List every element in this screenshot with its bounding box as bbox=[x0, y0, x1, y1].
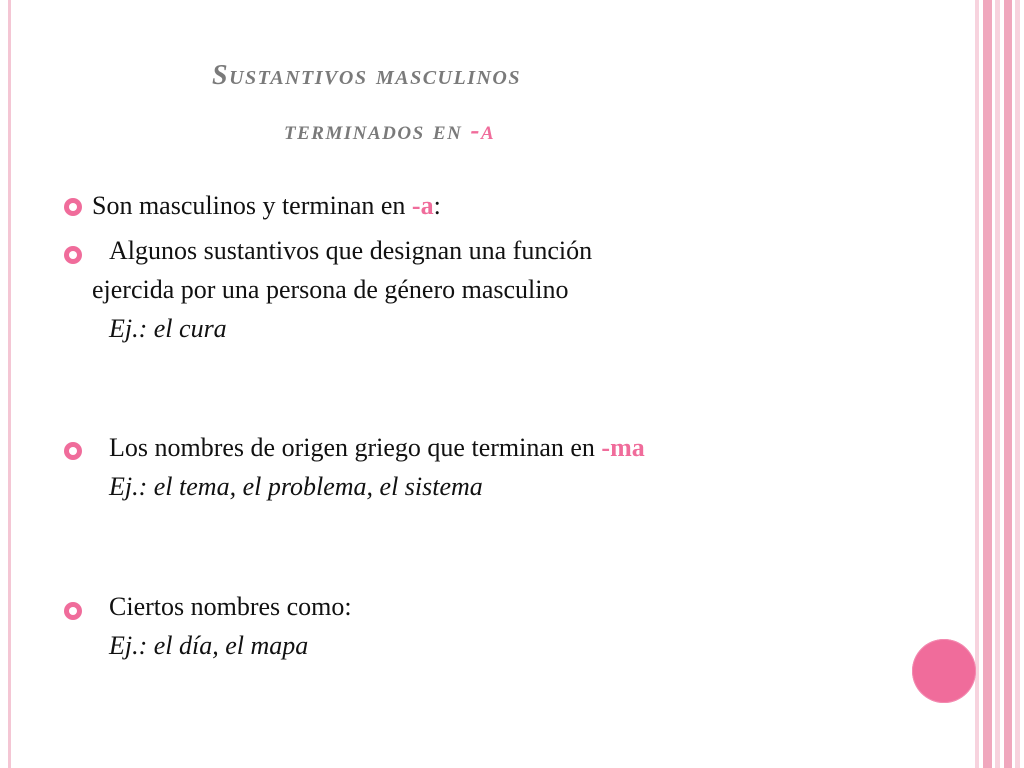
bullet-1-highlight: -a bbox=[411, 191, 434, 220]
right-stripe bbox=[995, 0, 1000, 768]
slide-title-line-2 bbox=[284, 112, 495, 148]
bullet-icon bbox=[64, 442, 82, 460]
bullet-2-example: Ej.: el cura bbox=[109, 314, 227, 343]
slide-title-line-1: Sustantivos masculinos bbox=[212, 60, 521, 91]
decorative-circle bbox=[912, 639, 976, 703]
bullet-3-line-1 bbox=[109, 433, 645, 463]
bullet-2-line-1: Algunos sustantivos que designan una función bbox=[109, 236, 593, 265]
bullet-3-text-part: Los nombres de origen griego que terminan en bbox=[109, 433, 602, 462]
bullet-1-text-end: : bbox=[433, 191, 441, 220]
title-text: terminados en bbox=[284, 115, 471, 145]
right-stripe bbox=[983, 0, 992, 768]
bullet-icon bbox=[64, 198, 82, 216]
title-accent: -a bbox=[470, 115, 496, 145]
bullet-3-example: Ej.: el tema, el problema, el sistema bbox=[109, 472, 483, 501]
right-stripe bbox=[1004, 0, 1012, 768]
left-decorative-rail bbox=[8, 0, 11, 768]
bullet-1-text bbox=[92, 191, 441, 221]
bullet-2-line-2: ejercida por una persona de género masculino bbox=[92, 275, 569, 304]
right-stripe bbox=[975, 0, 979, 768]
bullet-3-highlight: -ma bbox=[601, 433, 645, 462]
bullet-1-text-part: Son masculinos y terminan en bbox=[92, 191, 412, 220]
bullet-4-line-1: Ciertos nombres como: bbox=[109, 592, 352, 621]
right-stripe bbox=[1015, 0, 1020, 768]
bullet-icon bbox=[64, 602, 82, 620]
bullet-icon bbox=[64, 246, 82, 264]
bullet-4-example: Ej.: el día, el mapa bbox=[109, 631, 309, 660]
